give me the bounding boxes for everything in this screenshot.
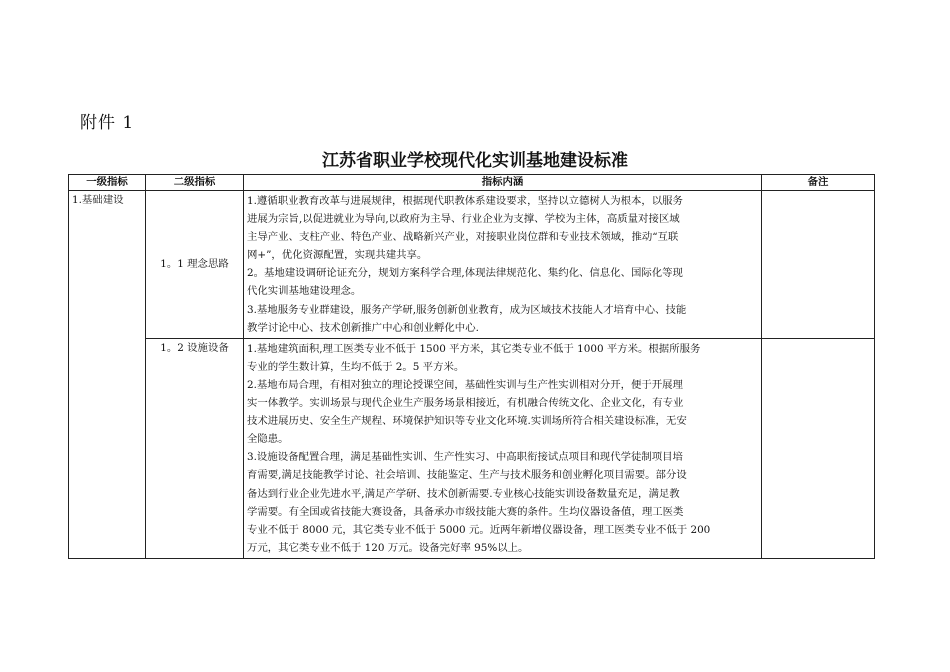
standards-table	[68, 174, 875, 559]
content-line: 2.基地布局合理，有相对独立的理论授课空间，基础性实训与生产性实训相对分开，便于开展理	[247, 378, 683, 391]
content-line: 教学讨论中心、技术创新推广中心和创业孵化中心.	[247, 321, 479, 334]
content-line: 网+”，优化资源配置，实现共建共享。	[247, 249, 428, 262]
content-line: 1.基地建筑面积,理工医类专业不低于 1500 平方米，其它类专业不低于 1000 平方米。根据所服务	[247, 342, 701, 355]
content-line: 全隐患。	[247, 433, 289, 446]
header-content: 指标内涵	[244, 175, 762, 191]
content-line: 3.基地服务专业群建设，服务产学研,服务创新创业教育，成为区域技术技能人才培育中心、技能	[247, 303, 687, 316]
attachment-label: 附件 1	[80, 113, 135, 133]
header-level2: 二级指标	[146, 175, 244, 191]
content-line: 1.遵循职业教育改革与进展规律，根据现代职教体系建设要求，坚持以立德树人为根本，以服务	[247, 195, 683, 207]
document-title: 江苏省职业学校现代化实训基地建设标准	[322, 151, 628, 171]
content-line: 专业的学生数计算，生均不低于 2。5 平方米。	[247, 360, 465, 373]
table-row	[69, 191, 875, 339]
content-line: 2。基地建设调研论证充分，规划方案科学合理,体现法律规范化、集约化、信息化、国际化等现	[247, 267, 683, 280]
content-line: 育需要,满足技能教学讨论、社会培训、技能鉴定、生产与技术服务和创业孵化项目需要。部分设	[247, 469, 687, 482]
level1-cell: 1.基础建设	[69, 191, 146, 559]
table-row	[69, 338, 875, 558]
content-line: 代化实训基地建设理念。	[247, 285, 362, 298]
remark-cell	[762, 338, 875, 558]
content-line: 技术进展历史、安全生产规程、环境保护知识等专业文化环境.实训场所符合相关建设标准，无安	[247, 415, 687, 428]
content-line: 万元，其它类专业不低于 120 万元。设备完好率 95%以上。	[247, 541, 529, 554]
content-line: 3.设施设备配置合理，满足基础性实训、生产性实习、中高职衔接试点项目和现代学徒制项目培	[247, 451, 683, 464]
header-remark: 备注	[762, 175, 875, 191]
content-line: 备达到行业企业先进水平,满足产学研、技术创新需要.专业核心技能实训设备数量充足，满足教	[247, 487, 680, 500]
header-level1: 一级指标	[69, 175, 146, 191]
content-line: 进展为宗旨,以促进就业为导向,以政府为主导、行业企业为支撑、学校为主体，高质量对接区域	[247, 213, 680, 226]
content-cell	[244, 191, 762, 339]
content-line: 实一体教学。实训场景与现代企业生产服务场景相接近，有机融合传统文化、企业文化，有专业	[247, 397, 684, 410]
content-line: 学需要。有全国或省技能大赛设备，具备承办市级技能大赛的条件。生均仪器设备值，理工医类	[247, 505, 684, 518]
remark-cell	[762, 191, 875, 339]
content-cell	[244, 338, 762, 558]
level2-cell: 1。1 理念思路	[146, 191, 244, 339]
table-header-row	[69, 175, 875, 191]
content-line: 专业不低于 8000 元，其它类专业不低于 5000 元。近两年新增仪器设备，理工医类专业不低于 200	[247, 523, 711, 536]
content-line: 主导产业、支柱产业、特色产业、战略新兴产业，对接职业岗位群和专业技术领域，推动“互联	[247, 231, 679, 244]
level2-cell: 1。2 设施设备	[146, 338, 244, 558]
